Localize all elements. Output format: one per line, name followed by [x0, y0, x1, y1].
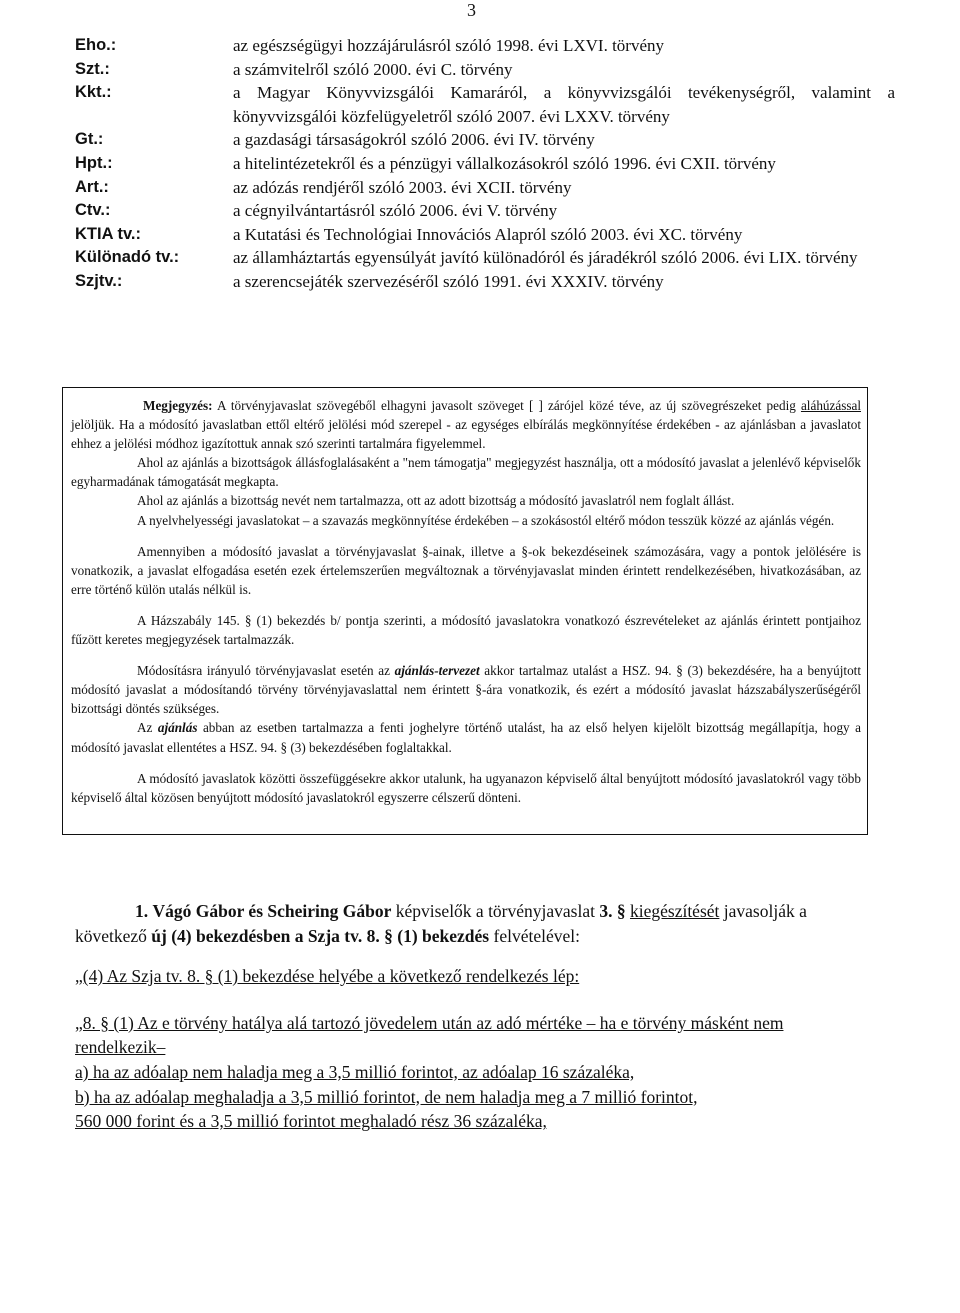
note-underline-example: aláhúzással — [800, 398, 861, 413]
abbreviation-key: Eho.: — [75, 36, 117, 54]
amendment-ref: 3. § — [599, 901, 626, 921]
note-paragraph-1 — [71, 396, 861, 453]
abbreviation-value: a Kutatási és Technológiai Innovációs Alapról szóló 2003. évi XC. törvény — [233, 224, 743, 244]
abbreviation-row — [75, 246, 895, 270]
abbreviation-row — [75, 34, 895, 58]
abbreviation-row — [75, 128, 895, 152]
abbreviation-value: az adózás rendjéről szóló 2003. évi XCII. törvény — [233, 177, 572, 197]
abbreviation-row — [75, 270, 895, 294]
abbreviation-row — [75, 176, 895, 200]
abbreviation-value: a Magyar Könyvvizsgálói Kamaráról, a könyvvizsgálói tevékenységről, valamint a könyvvizsgálói közfelügyeletről szóló 2007. évi LXXV. törvény — [233, 83, 895, 126]
note-paragraph-6: A Házszabály 145. § (1) bekezdés b/ pontja szerinti, a módosító javaslatokra vonatkozó észrevételeket az ajánlás érintett pontjaihoz fűzött keretes megjegyzések tartalmazzák. — [71, 612, 861, 648]
note-paragraph-2: Ahol az ajánlás a bizottságok állásfoglalásaként a "nem támogatja" megjegyzést használja, ott a módosító javaslat a jelenlévő képviselők egyharmadának támogatását megkapta. — [71, 455, 861, 490]
note-emphasis: ajánlás-tervezet — [394, 663, 480, 679]
abbreviation-row — [75, 223, 895, 247]
abbreviation-row — [75, 199, 895, 223]
abbreviation-value: a hitelintézetekről és a pénzügyi vállalkozásokról szóló 1996. évi CXII. törvény — [233, 153, 776, 173]
note-emphasis: ajánlás — [157, 720, 198, 736]
abbreviation-value: a számvitelről szóló 2000. évi C. törvény — [233, 59, 513, 79]
abbreviation-key: Kkt.: — [75, 83, 112, 102]
abbreviation-key: Szjtv.: — [75, 271, 123, 290]
abbreviation-value: az egészségügyi hozzájárulásról szóló 1998. évi LXVI. törvény — [233, 36, 664, 55]
abbreviation-list — [75, 34, 895, 294]
note-text: Módosításra irányuló törvényjavaslat esetén az — [137, 663, 395, 679]
amendment-text: javasolják a következő — [75, 901, 807, 946]
abbreviation-key: Különadó tv.: — [75, 248, 180, 267]
amendment-line-5: 560 000 forint és a 3,5 millió forintot meghaladó rész 36 százaléka, — [75, 1111, 547, 1132]
note-paragraph-5: Amennyiben a módosító javaslat a törvényjavaslat §-ainak, illetve a §-ok bekezdéseinek számozására, vagy a pontok jelölésére is vonatkozik, a javaslat elfogadása esetén ezek értelemszerűen megváltoznak a törvényjavaslat minden érintett rendelkezésében, hivatkozásában, az erre történő külön utalás nélkül is. — [71, 543, 861, 597]
abbreviation-key: Ctv.: — [75, 201, 111, 220]
amendment-number: 1. — [135, 901, 149, 921]
note-paragraph-9: A módosító javaslatok közötti összefüggésekre akkor utalunk, ha ugyanazon képviselő által benyújtott módosító javaslatokról vagy több képviselő által közösen benyújtott módosító javaslatokról egyszerre célszerű dönteni. — [71, 770, 861, 805]
amendment-text: felvételével: — [489, 925, 580, 946]
abbreviation-value: a szerencsejáték szervezéséről szóló 1991. évi XXXIV. törvény — [233, 271, 664, 291]
note-paragraph-3: Ahol az ajánlás a bizottság nevét nem tartalmazza, ott az adott bizottság a módosító javaslatról nem foglalt állást. — [137, 493, 735, 509]
note-text: abban az esetben tartalmazza a fenti joghelyre történő utalást, ha az első helyen kijelölt bizottság megállapítja, hogy a módosító javaslat ellentétes a HSZ. 94. § (3) bekezdésében foglaltakkal. — [71, 720, 861, 755]
note-text: Az — [137, 720, 158, 736]
abbreviation-key: Art.: — [75, 177, 109, 196]
abbreviation-key: Szt.: — [75, 59, 110, 78]
note-box — [62, 387, 868, 835]
note-text: A törvényjavaslat szövegéből elhagyni javasolt szöveget [ ] zárójel közé téve, az új szövegrészeket pedig — [212, 398, 801, 413]
note-label: Megjegyzés: — [143, 398, 213, 413]
amendment-line-1: „(4) Az Szja tv. 8. § (1) bekezdése helyébe a következő rendelkezés lép: — [75, 966, 580, 987]
amendment-line-3: a) ha az adóalap nem haladja meg a 3,5 millió forintot, az adóalap 16 százaléka, — [75, 1061, 635, 1082]
amendment-authors: Vágó Gábor és Scheiring Gábor — [152, 901, 392, 921]
note-text: jelöljük. Ha a módosító javaslatban ettől eltérő jelölési mód szerepel - az egységes elbírálás megkönnyítése érdekében - az ajánlásban a javaslatot ehhez a jelölési módhoz igazítottuk annak szó szerinti tartalmára figyelemmel. — [71, 417, 861, 452]
note-paragraph-4: A nyelvhelyességi javaslatokat – a szavazás megkönnyítése érdekében – a szokásostól eltérő módon tesszük közzé az ajánlás végén. — [137, 512, 835, 528]
amendment-line-2: „8. § (1) Az e törvény hatálya alá tartozó jövedelem után az adó mértéke – ha e törvény másként nem rendelkezik– — [75, 1012, 784, 1058]
note-paragraph-8 — [71, 718, 861, 756]
abbreviation-value: az államháztartás egyensúlyát javító különadóról és járadékról szóló 2006. évi LIX. törvény — [233, 248, 858, 268]
amendment-line-4: b) ha az adóalap meghaladja a 3,5 millió forintot, de nem haladja meg a 7 millió forintot, — [75, 1086, 698, 1107]
abbreviation-value: a gazdasági társaságokról szóló 2006. évi IV. törvény — [233, 130, 595, 150]
page-number: 3 — [467, 0, 476, 20]
note-text: akkor tartalmaz utalást a HSZ. 94. § (3) bekezdésére, ha a benyújtott módosító javaslat a módosítandó törvény törvényjavaslattal nem érintett §-ára vonatkozik, és ezért a módosító javaslat házszabályszerűségéről bizottsági döntés szükséges. — [71, 663, 861, 717]
abbreviation-row — [75, 152, 895, 176]
abbreviation-row — [75, 58, 895, 82]
abbreviation-key: KTIA tv.: — [75, 224, 141, 243]
amendment-intro — [75, 899, 875, 948]
amendment-text: képviselők a törvényjavaslat — [391, 901, 600, 921]
abbreviation-key: Hpt.: — [75, 153, 113, 172]
amendment-section — [75, 899, 875, 1134]
note-paragraph-7 — [71, 661, 861, 718]
abbreviation-key: Gt.: — [75, 130, 104, 149]
abbreviation-value: a cégnyilvántartásról szóló 2006. évi V. törvény — [233, 201, 558, 221]
amendment-kind: kiegészítését — [629, 901, 720, 921]
amendment-ref: új (4) bekezdésben a Szja tv. 8. § (1) bekezdés — [151, 925, 490, 946]
abbreviation-row — [75, 81, 895, 128]
